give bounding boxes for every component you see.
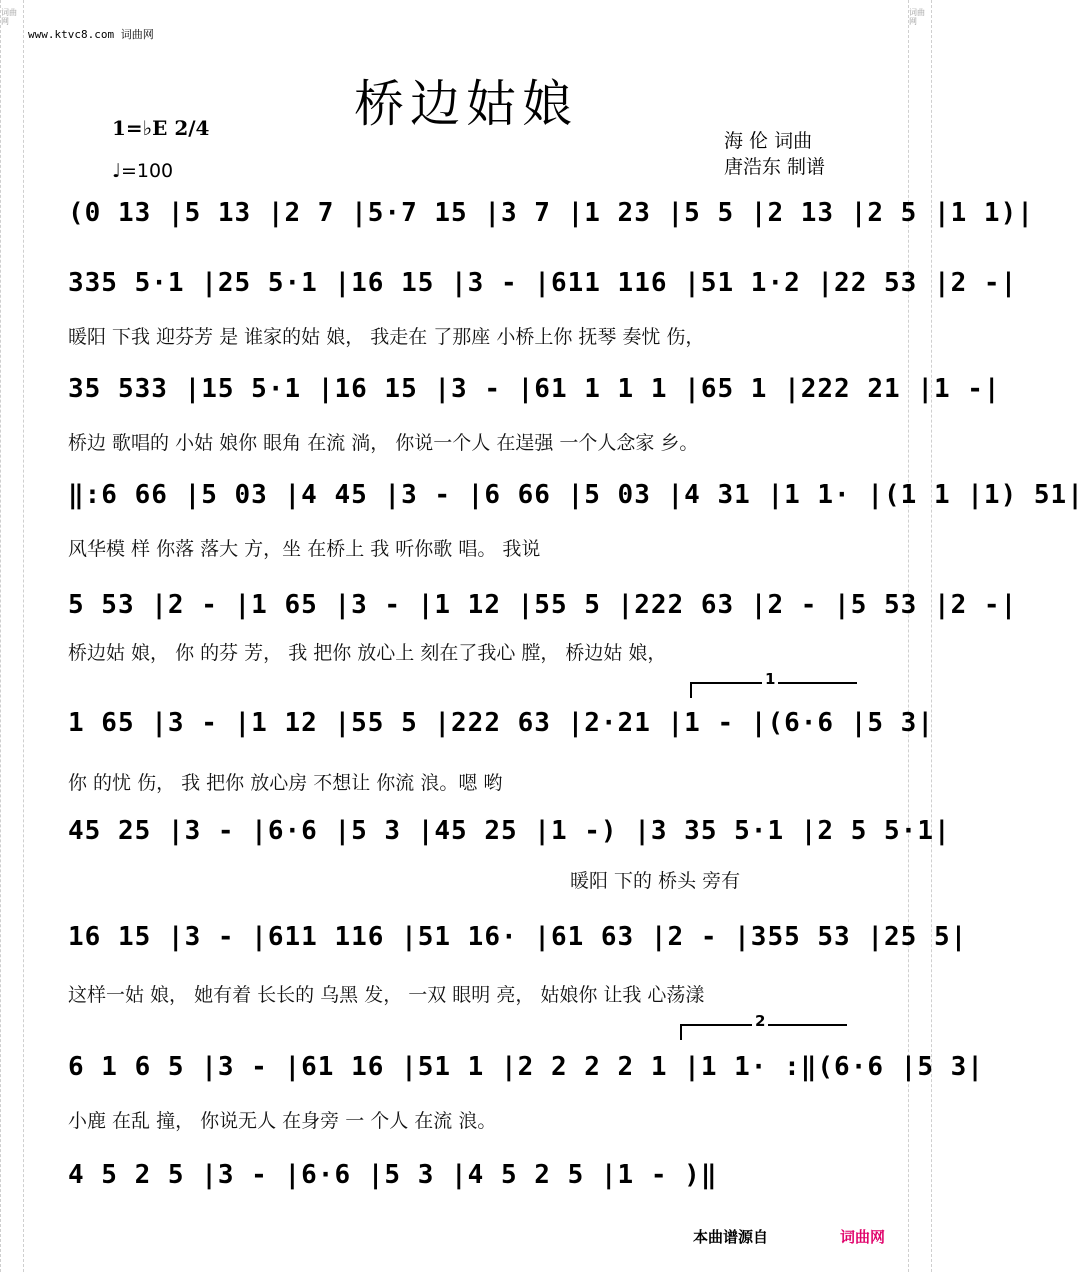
score-system-8: 16 15 |3 - |611 116 |51 16· |61 63 |2 - |355 53 |25 5| [68, 922, 968, 952]
watermark-text: 词曲网 [1, 8, 17, 26]
score-system-5: 5 53 |2 - |1 65 |3 - |1 12 |55 5 |222 63 |2 - |5 53 |2 -| [68, 590, 1018, 620]
score-system-3: 35 533 |15 5·1 |16 15 |3 - |61 1 1 1 |65 1 |222 21 |1 -| [68, 374, 1001, 404]
lyric-line-9: 小鹿 在乱 撞， 你说无人 在身旁 一 个人 在流 浪。 [68, 1110, 497, 1132]
transcriber-credit: 唐浩东 制谱 [724, 156, 826, 178]
lyric-line-8: 这样一姑 娘， 她有着 长长的 乌黑 发， 一双 眼明 亮， 姑娘你 让我 心荡漾 [68, 984, 705, 1006]
site-url: www.ktvc8.com 词曲网 [28, 28, 154, 41]
credits [724, 128, 825, 180]
composer-credit: 海 伦 词曲 [724, 130, 813, 152]
watermark-text: 词曲网 [909, 8, 925, 26]
first-ending-bracket [690, 670, 857, 698]
score-system-9: 6 1 6 5 |3 - |61 16 |51 1 |2 2 2 2 1 |1 1· :‖(6·6 |5 3| [68, 1052, 984, 1082]
score-system-2: 335 5·1 |25 5·1 |16 15 |3 - |611 116 |51 1·2 |22 53 |2 -| [68, 268, 1018, 298]
song-title: 桥边姑娘 [354, 75, 578, 133]
second-ending-bracket [680, 1012, 847, 1040]
lyric-line-4: 风华模 样 你落 落大 方，坐 在桥上 我 听你歌 唱。 我说 [68, 538, 541, 560]
tempo-marking: ♩=100 [112, 160, 174, 182]
source-site-link[interactable]: 词曲网 [840, 1228, 886, 1246]
score-system-7: 45 25 |3 - |6·6 |5 3 |45 25 |1 -) |3 35 5·1 |2 5 5·1| [68, 816, 951, 846]
score-system-1: (0 13 |5 13 |2 7 |5·7 15 |3 7 |1 23 |5 5 |2 13 |2 5 |1 1)| [68, 198, 1034, 228]
lyric-line-5: 桥边姑 娘， 你 的芬 芳， 我 把你 放心上 刻在了我心 膛， 桥边姑 娘， [68, 642, 667, 664]
lyric-line-3: 桥边 歌唱的 小姑 娘你 眼角 在流 淌， 你说一个人 在逞强 一个人念家 乡。 [68, 432, 699, 454]
score-system-4: ‖:6 66 |5 03 |4 45 |3 - |6 66 |5 03 |4 31 |1 1· |(1 1 |1) 51| [68, 480, 1084, 510]
source-label: 本曲谱源自 [693, 1228, 769, 1246]
volta-number: 1 [762, 670, 778, 688]
lyric-line-2: 暖阳 下我 迎芬芳 是 谁家的姑 娘， 我走在 了那座 小桥上你 抚琴 奏忧 伤， [68, 326, 705, 348]
left-margin-watermark [0, 0, 24, 1272]
volta-number: 2 [752, 1012, 768, 1030]
lyric-line-7: 暖阳 下的 桥头 旁有 [570, 870, 741, 892]
key-signature: 1=♭E 2/4 [112, 116, 210, 140]
score-system-6: 1 65 |3 - |1 12 |55 5 |222 63 |2·21 |1 - |(6·6 |5 3| [68, 708, 934, 738]
score-system-10: 4 5 2 5 |3 - |6·6 |5 3 |4 5 2 5 |1 - )‖ [68, 1160, 718, 1190]
lyric-line-6: 你 的忧 伤， 我 把你 放心房 不想让 你流 浪。嗯 哟 [68, 772, 503, 794]
